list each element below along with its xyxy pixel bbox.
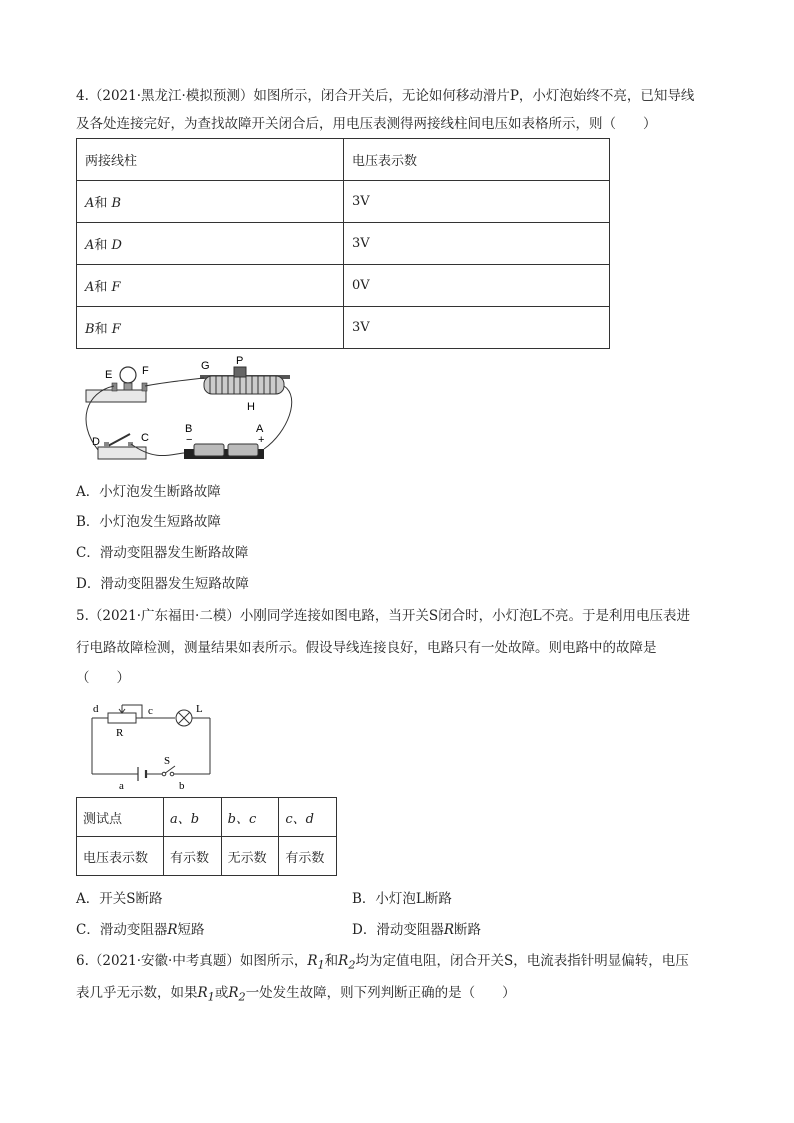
q5-stem-line1: 5.（2021·广东福田·二模）小刚同学连接如图电路，当开关S闭合时，小灯泡L不亮。于是利用电压表进 [76, 608, 691, 624]
terminal-pair: A和 F [77, 265, 344, 307]
q6-stem-line1: 6.（2021·安徽·中考真题）如图所示，$R_1$和$R_2$均为定值电阻，闭合开关S，电流表指针明显偏转，电压 [76, 953, 689, 972]
label-b: b [179, 780, 185, 792]
q6-stem-line2: 表几乎无示数，如果$R_1$或$R_2$一处发生故障，则下列判断正确的是（ ） [76, 985, 516, 1004]
table-row [77, 307, 610, 349]
rheostat-R [108, 713, 136, 723]
q4-option-d[interactable]: D．滑动变阻器发生短路故障 [76, 576, 249, 592]
voltage-value: 3V [344, 307, 610, 349]
label-c: c [148, 705, 153, 717]
voltage-bc: 无示数 [221, 837, 279, 876]
table-header-voltage: 电压表示数 [344, 139, 610, 181]
terminal-pair: A和 D [77, 223, 344, 265]
table-header-terminals: 两接线柱 [77, 139, 344, 181]
label-plus: + [258, 434, 265, 446]
q5-stem-line2: 行电路故障检测，测量结果如表所示。假设导线连接良好，电路只有一处故障。则电路中的故障是 [76, 640, 657, 656]
q4-option-c[interactable]: C．滑动变阻器发生断路故障 [76, 545, 249, 561]
label-D: D [92, 436, 100, 448]
q4-stem-line2: 及各处连接完好，为查找故障开关闭合后，用电压表测得两接线柱间电压如表格所示，则（ ） [76, 116, 657, 132]
q4-voltage-table [76, 138, 610, 349]
label-R: R [116, 727, 124, 739]
terminal-pair: A和 B [77, 181, 344, 223]
label-minus: − [186, 434, 193, 446]
voltage-ab: 有示数 [164, 837, 222, 876]
label-H: H [247, 401, 255, 413]
wire-F-G [145, 378, 204, 386]
q4-stem-line1: 4.（2021·黑龙江·模拟预测）如图所示，闭合开关后，无论如何移动滑片P，小灯泡始终不亮，已知导线 [76, 88, 695, 104]
table-row [77, 837, 337, 876]
voltage-value: 3V [344, 181, 610, 223]
q4-option-b[interactable]: B．小灯泡发生短路故障 [76, 514, 221, 530]
q5-option-c[interactable]: C．滑动变阻器R短路 [76, 922, 205, 938]
voltage-value: 3V [344, 223, 610, 265]
table-row [77, 798, 337, 837]
q4-option-a[interactable]: A．小灯泡发生断路故障 [76, 484, 221, 500]
test-point-bc: b、c [221, 798, 279, 837]
label-C: C [141, 432, 149, 444]
bulb-icon [120, 367, 136, 383]
label-G: G [201, 360, 210, 372]
q4-circuit-figure [76, 352, 306, 470]
label-S: S [164, 755, 171, 767]
label-L: L [196, 703, 203, 715]
voltage-label: 电压表示数 [77, 837, 164, 876]
q5-circuit-schematic [80, 700, 230, 795]
test-point-cd: c、d [279, 798, 337, 837]
label-a: a [119, 780, 124, 792]
label-B: B [185, 423, 193, 435]
test-point-label: 测试点 [77, 798, 164, 837]
table-row [77, 265, 610, 307]
label-F: F [142, 365, 149, 377]
q5-test-table [76, 797, 337, 876]
voltage-cd: 有示数 [279, 837, 337, 876]
table-row [77, 181, 610, 223]
switch-lever [106, 434, 130, 447]
voltage-value: 0V [344, 265, 610, 307]
q5-option-d[interactable]: D．滑动变阻器R断路 [352, 922, 481, 938]
label-E: E [105, 369, 113, 381]
q5-option-a[interactable]: A．开关S断路 [76, 891, 163, 907]
label-A: A [256, 423, 264, 435]
table-header-row [77, 139, 610, 181]
wire-H-A [264, 386, 292, 449]
q5-option-b[interactable]: B．小灯泡L断路 [352, 891, 452, 907]
table-row [77, 223, 610, 265]
slider-P [234, 367, 246, 377]
label-P: P [236, 355, 244, 367]
q5-stem-line3: （ ） [76, 670, 130, 686]
label-d: d [93, 703, 99, 715]
terminal-pair: B和 F [77, 307, 344, 349]
test-point-ab: a、b [164, 798, 222, 837]
